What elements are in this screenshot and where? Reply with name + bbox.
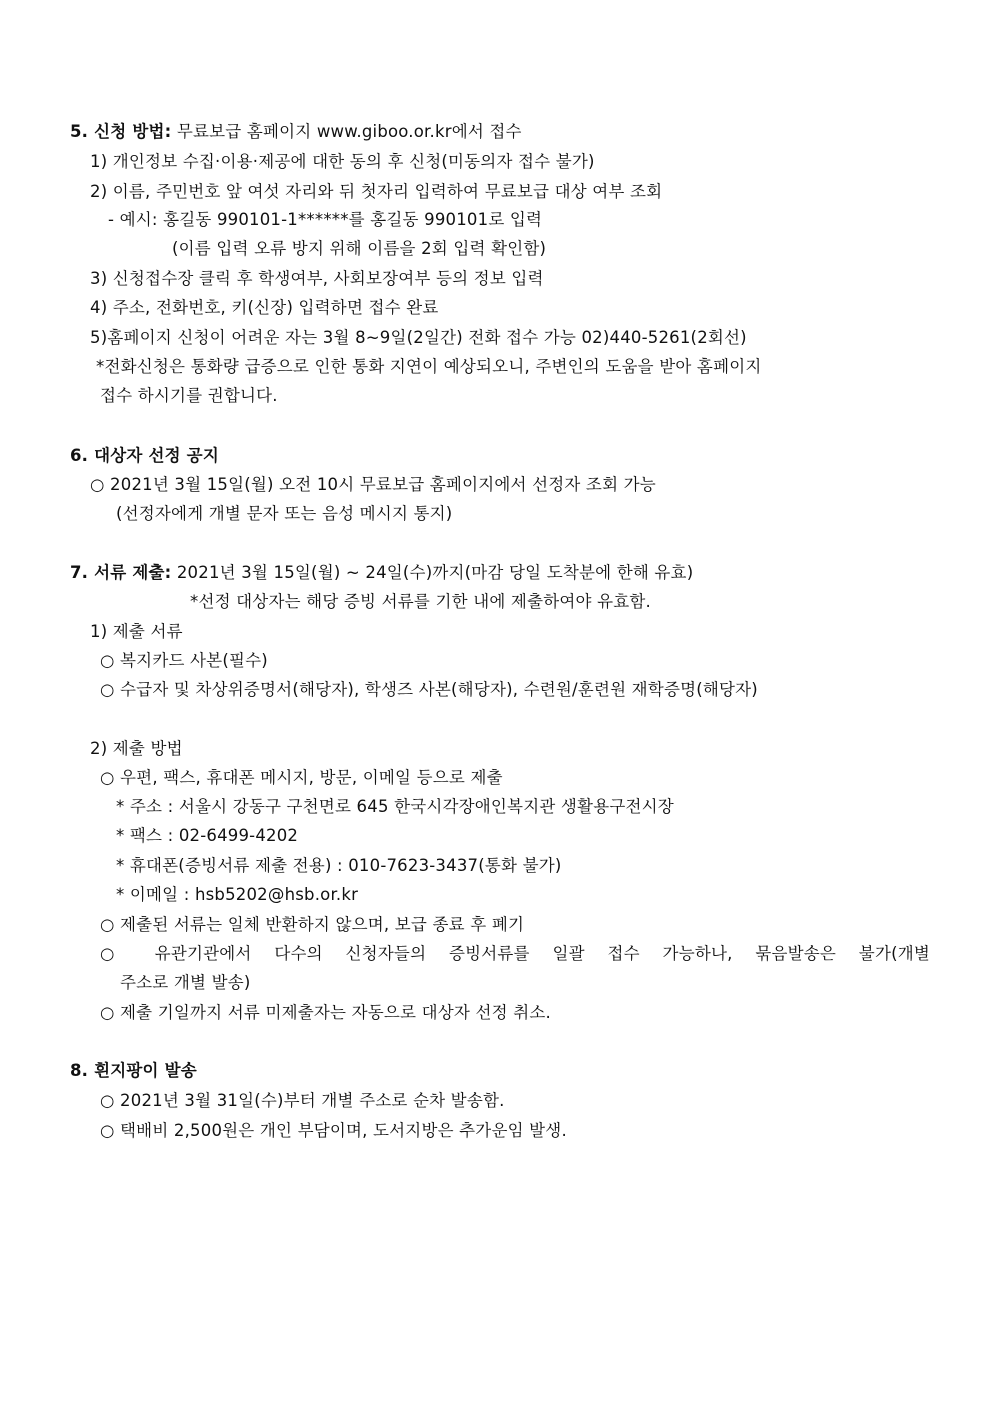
section-5-item-4: 4) 주소, 전화번호, 키(신장) 입력하면 접수 완료 [90,298,439,317]
section-7-note-3: ○ 제출 기일까지 서류 미제출자는 자동으로 대상자 선정 취소. [100,1003,551,1022]
section-6-heading-line [70,445,219,467]
section-7-sub-documents: 1) 제출 서류 [90,622,183,641]
section-7-intro: 2021년 3월 15일(월) ~ 24일(수)까지(마감 당일 도착분에 한해 유효) [176,563,694,582]
section-5-example-note: (이름 입력 오류 방지 위해 이름을 2회 입력 확인함) [172,239,547,258]
section-5-intro: 무료보급 홈페이지 www.giboo.or.kr에서 접수 [176,122,522,141]
section-7-heading: 7. 서류 제출: [70,563,172,582]
section-6-heading: 6. 대상자 선정 공지 [70,446,219,465]
section-7-doc-2: ○ 수급자 및 차상위증명서(해당자), 학생즈 사본(해당자), 수련원/훈련원 재학증명(해당자) [100,680,758,699]
section-7-note-2: ○ 유관기관에서 다수의 신청자들의 증빙서류를 일괄 접수 가능하나, 묶음발송은 불가(개별 [100,944,930,963]
section-5-heading-line [70,121,522,143]
contact-address: * 주소 : 서울시 강동구 구천면로 645 한국시각장애인복지관 생활용구전시장 [116,797,674,816]
section-7-note-1: ○ 제출된 서류는 일체 반환하지 않으며, 보급 종료 후 폐기 [100,915,525,934]
section-7-validity-note: *선정 대상자는 해당 증빙 서류를 기한 내에 제출하여야 유효함. [190,592,651,611]
section-7-heading-line [70,562,693,584]
section-8-item-2: ○ 택배비 2,500원은 개인 부담이며, 도서지방은 추가운임 발생. [100,1121,567,1140]
section-8-heading: 8. 흰지팡이 발송 [70,1061,197,1080]
section-5-phone-note: *전화신청은 통화량 급증으로 인한 통화 지연이 예상되오니, 주변인의 도움을 받아 홈페이지 [96,357,762,376]
section-7-note-2-cont: 주소로 개별 발송) [120,973,251,992]
contact-email: * 이메일 : hsb5202@hsb.or.kr [116,885,359,904]
section-7-doc-1: ○ 복지카드 사본(필수) [100,651,268,670]
contact-fax: * 팩스 : 02-6499-4202 [116,826,299,845]
section-7-sub-method: 2) 제출 방법 [90,739,183,758]
section-5-item-3: 3) 신청접수장 클릭 후 학생여부, 사회보장여부 등의 정보 입력 [90,269,544,288]
section-7-method-1: ○ 우편, 팩스, 휴대폰 메시지, 방문, 이메일 등으로 제출 [100,768,503,787]
section-5-item-2: 2) 이름, 주민번호 앞 여섯 자리와 뒤 첫자리 입력하여 무료보급 대상 여부 조회 [90,182,663,201]
section-6-item-1-note: (선정자에게 개별 문자 또는 음성 메시지 통지) [116,504,453,523]
section-8-item-1: ○ 2021년 3월 31일(수)부터 개별 주소로 순차 발송함. [100,1091,505,1110]
section-5-heading: 5. 신청 방법: [70,122,172,141]
section-8-heading-line [70,1060,197,1082]
contact-mobile: * 휴대폰(증빙서류 제출 전용) : 010-7623-3437(통화 불가) [116,856,562,875]
section-5-item-1: 1) 개인정보 수집·이용·제공에 대한 동의 후 신청(미동의자 접수 불가) [90,152,595,171]
section-6-item-1: ○ 2021년 3월 15일(월) 오전 10시 무료보급 홈페이지에서 선정자 조회 가능 [90,475,656,494]
section-5-example: - 예시: 홍길동 990101-1******를 홍길동 990101로 입력 [108,210,543,229]
section-5-phone-note-cont: 접수 하시기를 권합니다. [100,386,278,405]
section-5-item-5: 5)홈페이지 신청이 어려운 자는 3월 8~9일(2일간) 전화 접수 가능 02)440-5261(2회선) [90,328,747,347]
